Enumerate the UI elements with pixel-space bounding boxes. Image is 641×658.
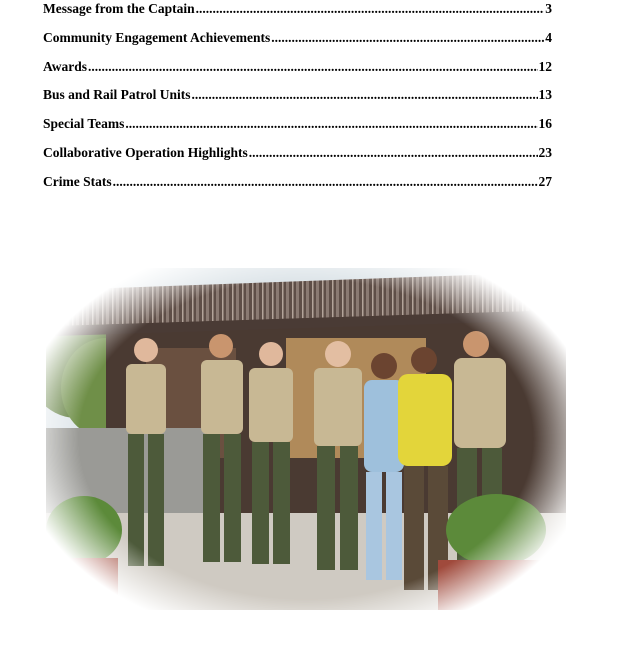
toc-entry-title: Community Engagement Achievements <box>43 30 271 45</box>
toc-entry[interactable] <box>43 86 552 104</box>
toc-entry-page: 16 <box>538 116 552 131</box>
toc-leader-dots <box>192 86 538 104</box>
toc-entry-page: 12 <box>538 59 552 74</box>
toc-leader-dots <box>113 173 538 191</box>
toc-entry[interactable] <box>43 144 552 162</box>
toc-entry[interactable] <box>43 29 552 47</box>
toc-entry-title: Crime Stats <box>43 174 112 189</box>
toc-entry-page: 23 <box>538 145 552 160</box>
toc-entry[interactable] <box>43 173 552 191</box>
toc-entry[interactable] <box>43 58 552 76</box>
toc-leader-dots <box>249 144 538 162</box>
toc-entry-title: Special Teams <box>43 116 125 131</box>
toc-entry-page: 27 <box>538 174 552 189</box>
toc-leader-dots <box>196 0 545 18</box>
toc-entry-title: Awards <box>43 59 88 74</box>
toc-leader-dots <box>125 115 537 133</box>
toc-entry-page: 3 <box>545 1 552 16</box>
planter-left <box>46 496 122 610</box>
toc-entry-title: Collaborative Operation Highlights <box>43 145 248 160</box>
toc-entry[interactable] <box>43 0 552 18</box>
toc-entry-title: Message from the Captain <box>43 1 195 16</box>
toc-entry-page: 4 <box>545 30 552 45</box>
toc-leader-dots <box>88 58 537 76</box>
toc-leader-dots <box>271 29 544 47</box>
toc-entry-title: Bus and Rail Patrol Units <box>43 87 191 102</box>
toc-entry[interactable] <box>43 115 552 133</box>
toc-entry-page: 13 <box>538 87 552 102</box>
group-photo-illustration <box>46 268 566 610</box>
group-photo <box>46 268 566 610</box>
